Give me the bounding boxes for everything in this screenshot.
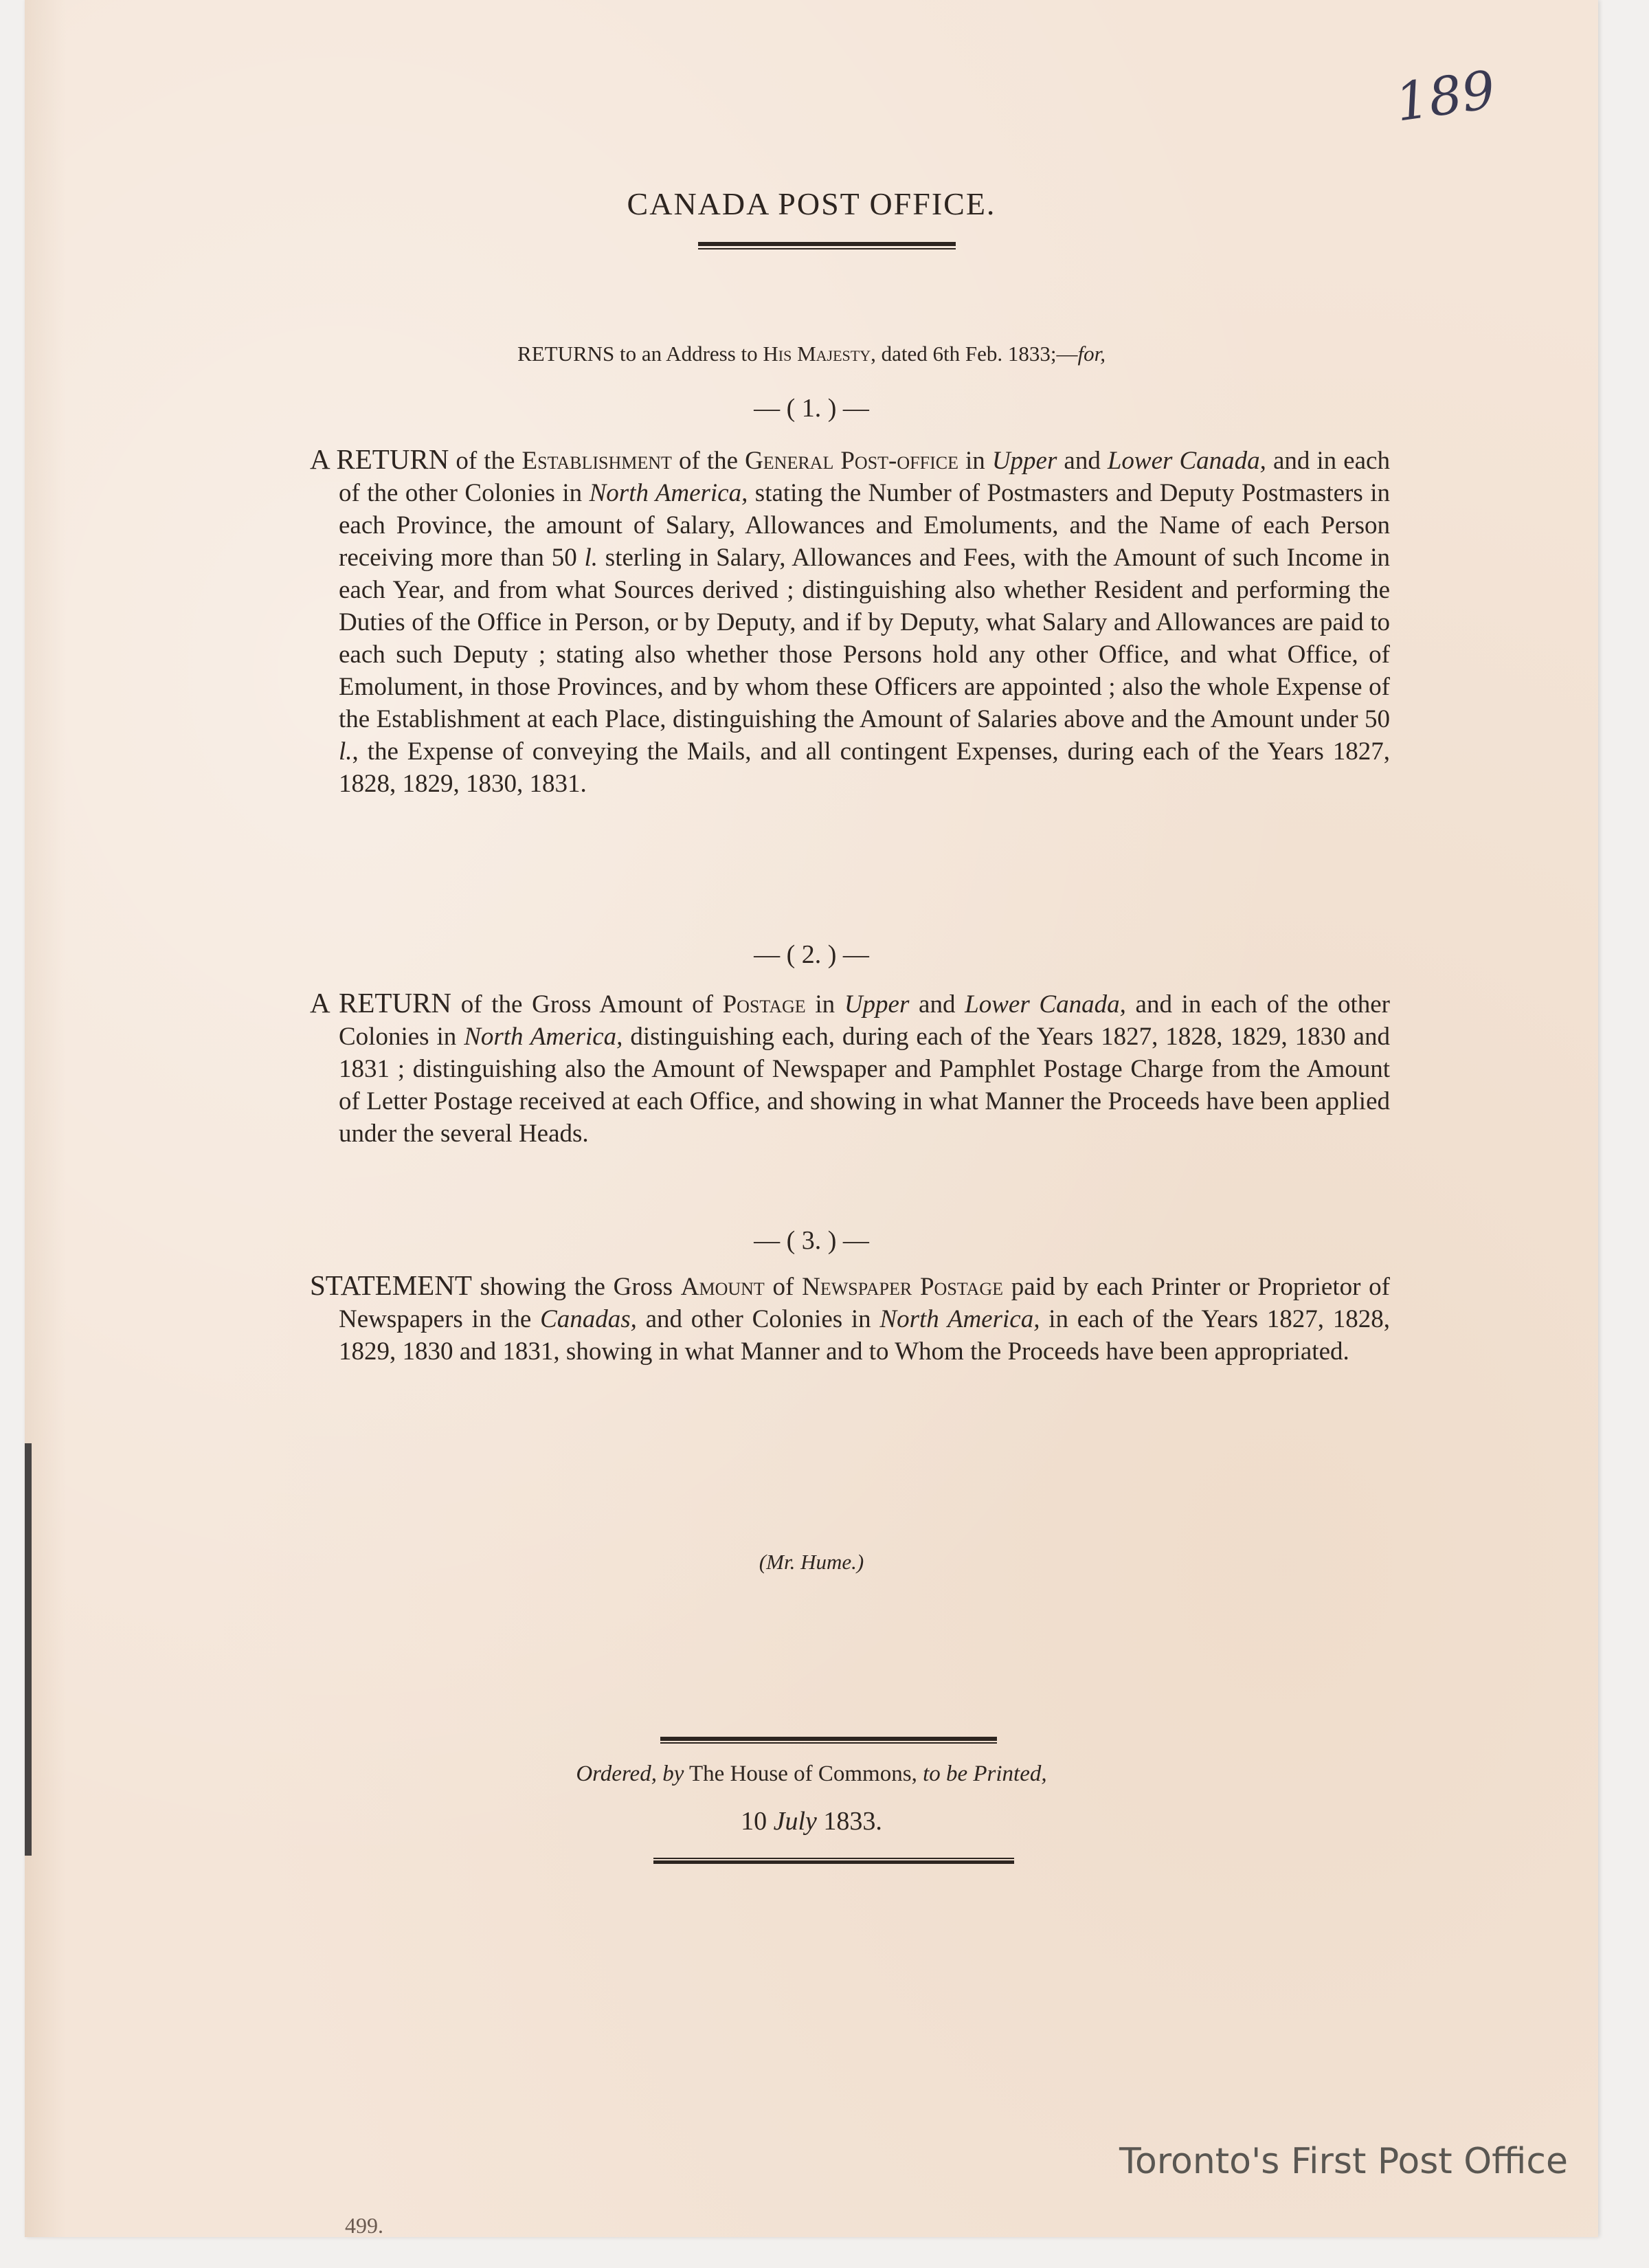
section-3-text: and other Colonies in: [636, 1305, 880, 1333]
section-1-text: of the: [671, 447, 745, 475]
section-2-text: and: [909, 990, 965, 1019]
section-2-italic: Lower Canada,: [965, 990, 1126, 1019]
returns-lead: RETURNS: [517, 342, 615, 366]
section-1-text: stating the Number of Postmasters and Deputy Postmasters in each Province, the amount of Salary, Allowances and Emoluments, and the Name of each Person receiving more than 50: [339, 479, 1390, 572]
section-2-text: of the Gross Amount of: [451, 990, 723, 1019]
section-2-lead: A RETURN: [310, 987, 452, 1019]
section-1-text: , the Expense of conveying the Mails, and all contingent Expenses, during each of the Years 1827, 1828, 1829, 1830, 1831.: [339, 737, 1390, 798]
section-3-text: of: [764, 1273, 803, 1301]
order-ordered-by: Ordered, by: [576, 1761, 684, 1786]
binding-strip: [25, 1443, 32, 1856]
section-1-number: — ( 1. ) —: [754, 394, 869, 423]
returns-for: for,: [1077, 342, 1106, 366]
mover-name: (Mr. Hume.): [759, 1550, 864, 1574]
section-1-lead: A RETURN: [310, 443, 449, 475]
order-rule-bottom: [653, 1858, 1014, 1864]
section-3-number: — ( 3. ) —: [754, 1226, 869, 1255]
returns-majesty: His Majesty: [763, 342, 871, 366]
section-2-text: and in each of the other Colonies in: [339, 990, 1390, 1051]
section-2-number: — ( 2. ) —: [754, 940, 869, 969]
section-3-lead: STATEMENT: [310, 1269, 472, 1301]
section-1-text: of the: [449, 447, 522, 475]
section-3-smallcaps: Amount: [680, 1273, 765, 1301]
order-date-day: 10: [741, 1807, 774, 1836]
section-3-italic: North America,: [879, 1305, 1040, 1333]
section-1-text: in: [958, 447, 992, 475]
section-1-text: sterling in Salary, Allowances and Fees, with the Amount of such Income in each Year, and from what Sources derived ; distinguishing also whether Resident and performing the Duties of the Office in Person, or by Deputy, and if by Deputy, what Salary and Allowances are paid to each such Deputy ; stating also whether those Persons hold any other Office, and what Office, of Emolument, in those Provinces, and by whom these Officers are appointed ; also the whole Expense of the Establishment at each Place, distinguishing the Amount of Salaries above and the Amount under 50: [339, 544, 1391, 733]
section-2-paragraph: [310, 987, 1390, 1150]
section-2-smallcaps: Postage: [722, 990, 806, 1019]
section-1-smallcaps: General Post-office: [745, 447, 958, 475]
page-title: CANADA POST OFFICE.: [627, 186, 996, 221]
returns-text: to an Address to: [614, 342, 763, 366]
section-3-text: in each of the Years 1827, 1828, 1829, 1830 and 1831, showing in what Manner and to Whom the Proceeds have been appropriated.: [339, 1305, 1390, 1366]
section-1-paragraph: [310, 443, 1390, 800]
section-1-italic: l.: [584, 544, 598, 572]
section-2-text: in: [805, 990, 844, 1019]
order-line: [25, 1761, 1598, 1787]
section-1-text: and: [1057, 447, 1108, 475]
section-1-text: and in each of the other Colonies in: [339, 447, 1390, 507]
section-2-italic: Upper: [844, 990, 910, 1019]
section-3-paragraph: [310, 1269, 1390, 1368]
section-1-italic: Upper: [991, 447, 1057, 475]
watermark-caption: Toronto's First Post Office: [1119, 2141, 1568, 2182]
section-1-italic: l.: [339, 737, 352, 766]
order-date: [25, 1806, 1598, 1836]
section-2-text: distinguishing each, during each of the Years 1827, 1828, 1829, 1830 and 1831 ; distinguishing also the Amount of Newspaper and Pamphlet Postage Charge from the Amount of Letter Postage received at each Office, and showing in what Manner the Proceeds have been applied under the several Heads.: [339, 1023, 1390, 1148]
section-1-smallcaps: Establishment: [521, 447, 672, 475]
title-rule: [698, 242, 956, 249]
section-1-italic: North America,: [589, 479, 748, 507]
returns-heading: [25, 342, 1598, 366]
section-2-italic: North America,: [464, 1023, 623, 1051]
page-folio-number: 189: [1391, 58, 1499, 133]
order-house: The House of Commons,: [684, 1761, 923, 1786]
section-3-smallcaps: Newspaper Postage: [802, 1273, 1004, 1301]
order-date-month: July: [773, 1807, 817, 1836]
section-3-text: paid by each Printer or Proprietor of Newspapers in the: [339, 1273, 1390, 1333]
section-3-text: showing the Gross: [471, 1273, 681, 1301]
returns-dated: , dated 6th Feb. 1833;—: [871, 342, 1078, 366]
order-date-year: 1833.: [816, 1807, 882, 1836]
footer-sheet-number: 499.: [345, 2213, 383, 2238]
document-page: [25, 0, 1598, 2237]
order-rule-top: [660, 1737, 997, 1744]
section-1-italic: Lower Canada,: [1107, 447, 1266, 475]
section-3-italic: Canadas,: [540, 1305, 637, 1333]
order-to-be-printed: to be Printed,: [923, 1761, 1047, 1786]
